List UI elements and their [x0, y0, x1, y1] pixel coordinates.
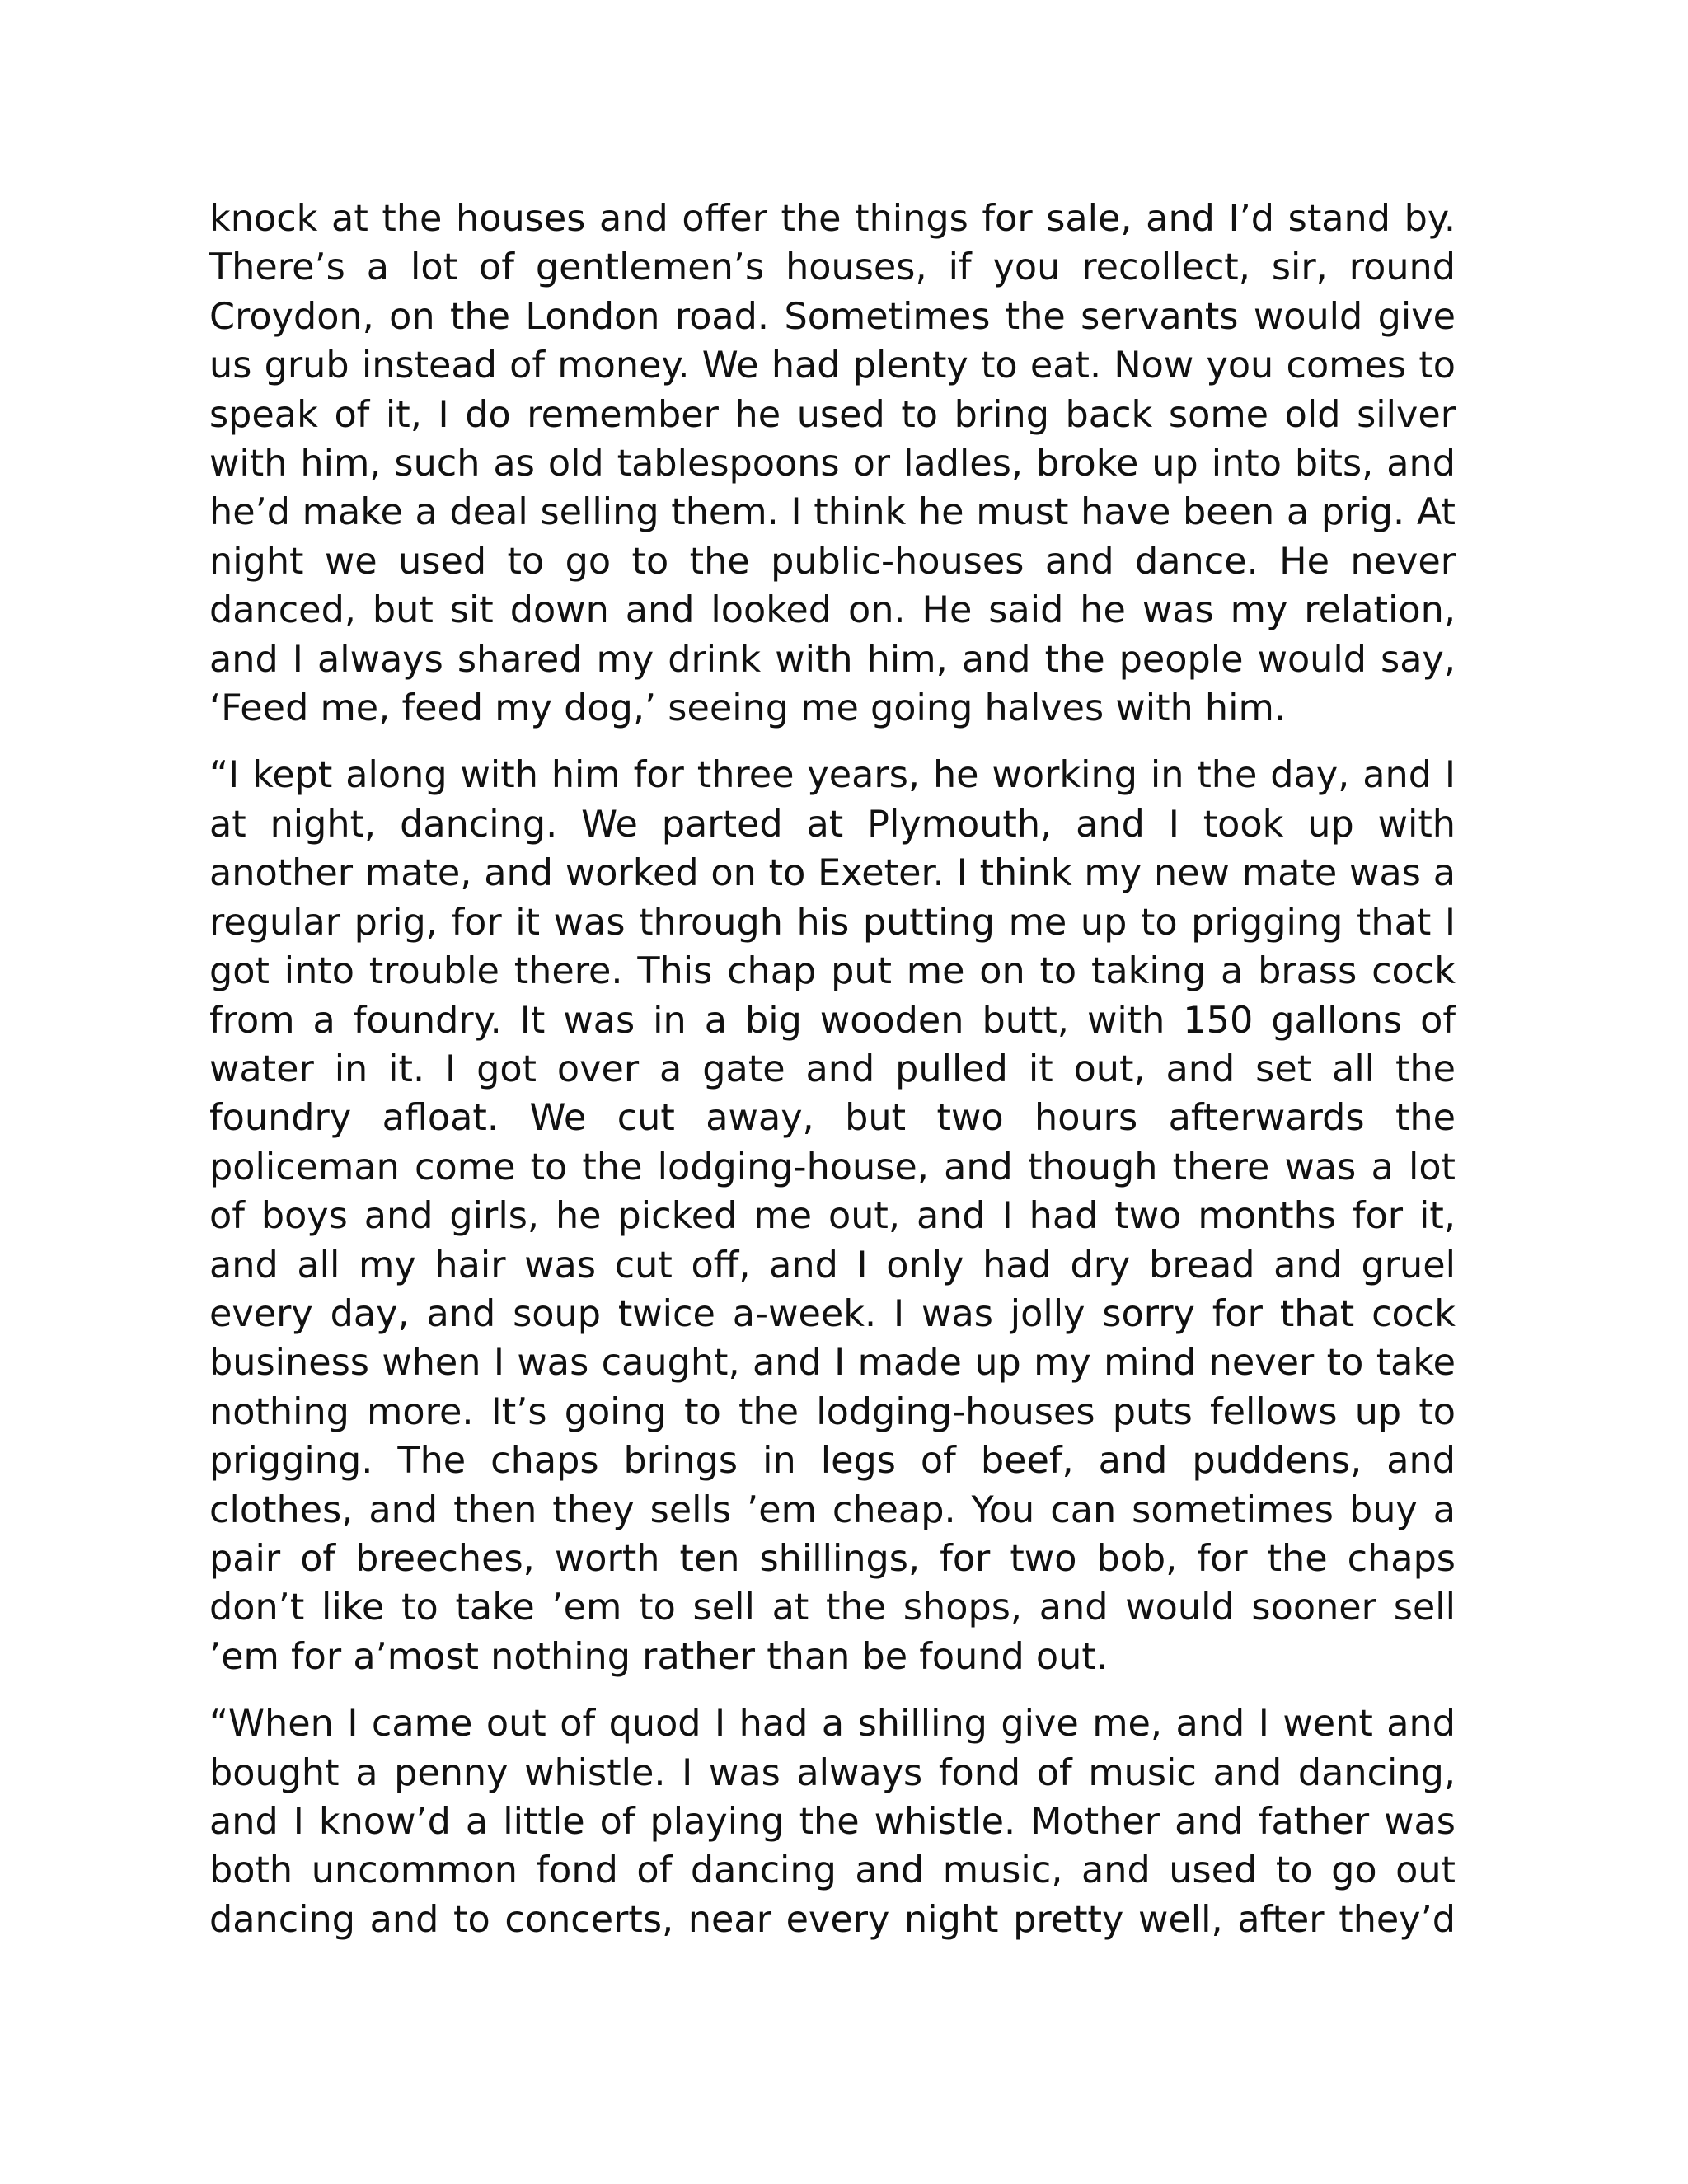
document-page [209, 194, 1456, 1962]
paragraph-2: “I kept along with him for three years, he working in the day, and I at night, dancing. We parted at Plymouth, and I took up with another mate, and worked on to Exeter. I think my new mate was a regular prig, for it was through his putting me up to prigging that I got into trouble there. This chap put me on to taking a brass cock from a foundry. It was in a big wooden butt, with 150 gallons of water in it. I got over a gate and pulled it out, and set all the foundry afloat. We cut away, but two hours afterwards the policeman come to the lodging-house, and though there was a lot of boys and girls, he picked me out, and I had two months for it, and all my hair was cut off, and I only had dry bread and gruel every day, and soup twice a-week. I was jolly sorry for that cock business when I was caught, and I made up my mind never to take nothing more. It’s going to the lodging-houses puts fellows up to prigging. The chaps brings in legs of beef, and puddens, and clothes, and then they sells ’em cheap. You can sometimes buy a pair of breeches, worth ten shillings, for two bob, for the chaps don’t like to take ’em to sell at the shops, and would sooner sell ’em for a’most nothing rather than be found out. [209, 754, 1456, 1678]
paragraph-1: knock at the houses and offer the things for sale, and I’d stand by. There’s a lot of gentlemen’s houses, if you recollect, sir, round Croydon, on the London road. Sometimes the servants would give us grub instead of money. We had plenty to eat. Now you comes to speak of it, I do remember he used to bring back some old silver with him, such as old tablespoons or ladles, broke up into bits, and he’d make a deal selling them. I think he must have been a prig. At night we used to go to the public-houses and dance. He never danced, but sit down and looked on. He said he was my relation, and I always shared my drink with him, and the people would say, ‘Feed me, feed my dog,’ seeing me going halves with him. [209, 198, 1456, 730]
paragraph-3: “When I came out of quod I had a shilling give me, and I went and bought a penny whistle. I was always fond of music and dancing, and I know’d a little of playing the whistle. Mother and father was both uncommon fond of dancing and music, and used to go out dancing and to concerts, near every night pretty well, after they’d [209, 1703, 1456, 1941]
